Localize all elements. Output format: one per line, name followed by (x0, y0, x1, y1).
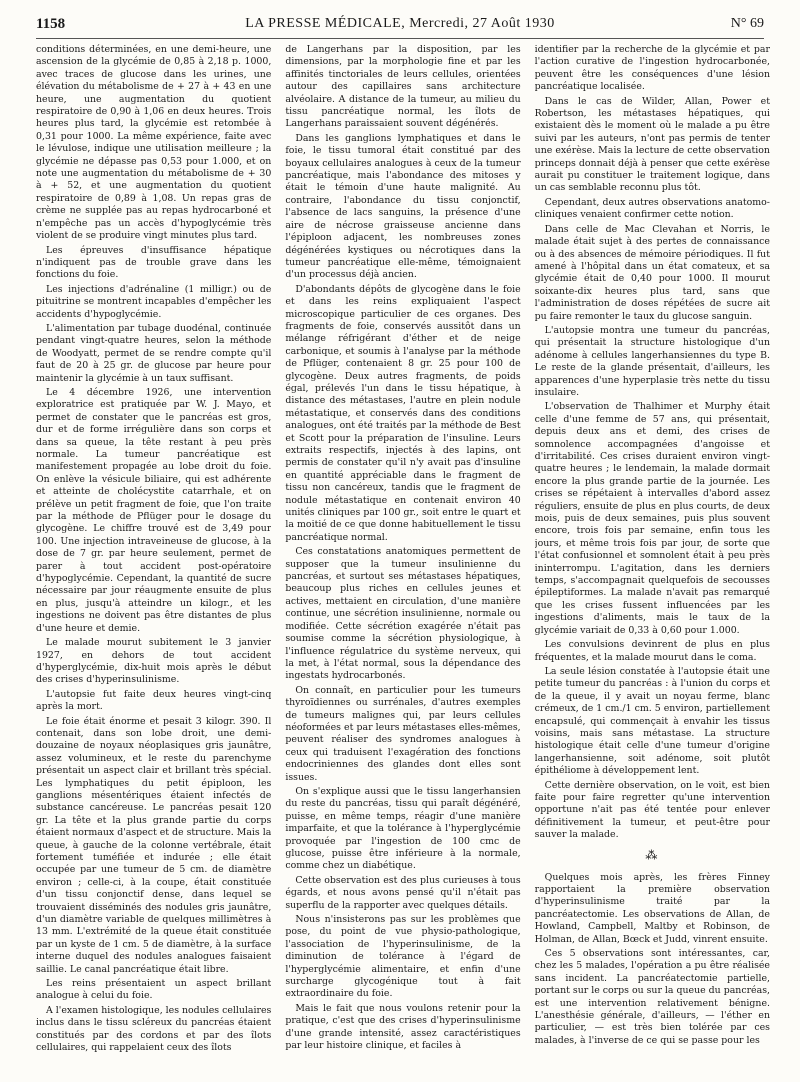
paragraph: Ces 5 observations sont intéressantes, car, chez les 5 malades, l'opération a pu être réalisée sans incident. La pancréatectomie partielle, portant sur le corps ou sur la queue du pancréas, est une intervention relativement bénigne. L'anesthésie générale, d'ailleurs, — l'éther en particulier, — est très bien tolérée par ces malades, à l'inverse de ce qui se passe pour les (534, 948, 770, 1046)
column-2 (285, 44, 520, 1066)
paragraph: Le 4 décembre 1926, une intervention exploratrice est pratiquée par W. J. Mayo, et permet de constater que le pancréas est gros, dur et de forme irrégulière dans son corps et dans sa queue, la tête restant à peu près normale. La tumeur pancréatique est manifestement propagée au lobe droit du foie. On enlève la vésicule biliaire, qui est adhérente et atteinte de cholécystite catarrhale, et on prélève un petit fragment de foie, que l'on traite par la méthode de Pflüger pour le dosage du glycogène. Le chiffre trouvé est de 3,49 pour 100. Une injection intraveineuse de glucose, à la dose de 7 gr. par heure seulement, permet de parer à tout accident post-opératoire d'hypoglycémie. Cependant, la quantité de sucre nécessaire par jour réaugmente ensuite de plus en plus, jusqu'à atteindre un kilogr., et les ingestions ne doivent pas être distantes de plus d'une heure et demie. (36, 386, 272, 634)
paragraph: Les convulsions devinrent de plus en plus fréquentes, et la malade mourut dans le coma. (534, 639, 770, 663)
paragraph: Cette observation est des plus curieuses à tous égards, et nous avons pensé qu'il n'était pas superflu de la rapporter avec quelques détails. (285, 874, 521, 911)
paragraph: Dans le cas de Wilder, Allan, Power et Robertson, les métastases hépatiques, qui existaient dès le moment où le malade a pu être suivi par les auteurs, n'ont pas permis de tenter une exérèse. Mais la lecture de cette observation princeps donnait déjà à penser que cette exérèse aurait pu constituer le traitement logique, dans un cas semblable reconnu plus tôt. (534, 95, 770, 194)
paragraph: Cependant, deux autres observations anatomo-cliniques venaient confirmer cette notion. (534, 196, 770, 221)
paragraph: conditions déterminées, en une demi-heure, une ascension de la glycémie de 0,85 à 2,18 p. 1000, avec traces de glucose dans les urines, une élévation du métabolisme de + 27 à + 43 en une heure, une augmentation du quotient respiratoire de 0,90 à 1,06 en deux heures. Trois heures plus tard, la glycémie est retombée à 0,31 pour 1000. La même expérience, faite avec le lévulose, indique une utilisation meilleure ; la glycémie ne dépasse pas 0,53 pour 1.000, et on note une augmentation du métabolisme de + 30 à + 52, et une augmentation du quotient respiratoire de 0,89 à 1,08. Un repas gras de crème ne supplée pas au repas hydrocarboné et n'empêche pas un accès d'hypoglycémie très violent de se produire vingt minutes plus tard. (36, 44, 272, 242)
paragraph: Ces constatations anatomiques permettent de supposer que la tumeur insulinienne du pancréas, et surtout ses métastases hépatiques, beaucoup plus riches en cellules jeunes et actives, mettaient en circulation, d'une manière continue, une sécrétion insulinienne, normale ou modifiée. Cette sécrétion exagérée n'était pas soumise comme la sécrétion physiologique, à l'influence régulatrice du système nerveux, qui la met, à l'état normal, sous la dépendance des ingestats hydrocarbonés. (285, 546, 521, 682)
paragraph: Les reins présentaient un aspect brillant analogue à celui du foie. (36, 978, 272, 1002)
paragraph: Le malade mourut subitement le 3 janvier 1927, en dehors de tout accident d'hyperglycémie, dix-huit mois après le début des crises d'hyperinsulinisme. (36, 637, 272, 686)
issue-number: N° 69 (730, 16, 764, 31)
paragraph: On s'explique aussi que le tissu langerhansien du reste du pancréas, tissu qui paraît dégénéré, puisse, en même temps, réagir d'une manière imparfaite, et que la tolérance à l'hyperglycémie provoquée par l'ingestion de 100 cmc de glucose, puisse être inférieure à la normale, comme chez un diabétique. (285, 785, 521, 872)
journal-title: LA PRESSE MÉDICALE, Mercredi, 27 Août 1930 (245, 16, 555, 31)
paragraph: Dans celle de Mac Clevahan et Norris, le malade était sujet à des pertes de connaissance ou à des absences de mémoire périodiques. Il fut amené à l'hôpital dans un état comateux, et sa glycémie était de 0,40 pour 1000. Il mourut soixante-dix heures plus tard, sans que l'administration de doses répétées de sucre ait pu faire remonter le taux du glucose sanguin. (534, 223, 770, 322)
paragraph: Quelques mois après, les frères Finney rapportaient la première observation d'hyperinsulinisme traité par la pancréatectomie. Les observations de Allan, de Howland, Campbell, Maltby et Robinson, de Holman, de Allan, Bœck et Judd, vinrent ensuite. (534, 871, 770, 945)
paragraph: L'alimentation par tubage duodénal, continuée pendant vingt-quatre heures, selon la méthode de Woodyatt, permet de se rendre compte qu'il faut de 20 à 25 gr. de glucose par heure pour maintenir la glycémie à un taux suffisant. (36, 322, 272, 384)
paragraph: Les injections d'adrénaline (1 milligr.) ou de pituitrine se montrent incapables d'empêcher les accidents d'hypoglycémie. (36, 283, 272, 320)
section-separator-asterism: ⁂ (645, 847, 660, 862)
paragraph: Dans les ganglions lymphatiques et dans le foie, le tissu tumoral était constitué par des boyaux cellulaires analogues à ceux de la tumeur pancréatique, mais l'abondance des mitoses y était le témoin d'une haute malignité. Au contraire, l'abondance du tissu conjonctif, l'absence de lacs sanguins, la présence d'une aire de nécrose graisseuse ancienne dans l'épiploon adjacent, les nombreuses zones dégénérées kystiques ou nécrotiques dans la tumeur pancréatique elle-même, témoignaient d'un processus déjà ancien. (285, 132, 521, 281)
paragraph: Le foie était énorme et pesait 3 kilogr. 390. Il contenait, dans son lobe droit, une demi-douzaine de noyaux néoplasiques gris jaunâtre, assez volumineux, et le reste du parenchyme présentait un aspect clair et brillant très spécial. Les lymphatiques du petit épiploon, les ganglions mésentériques étaient infectés de substance cancéreuse. Le pancréas pesait 120 gr. La tête et la plus grande partie du corps étaient normaux d'aspect et de structure. Mais la queue, à gauche de la colonne vertébrale, était fortement tuméfiée et indurée ; elle était occupée par une tumeur de 5 cm. de diamètre environ ; celle-ci, à la coupe, était constituée d'un tissu conjonctif dense, dans lequel se trouvaient disséminés des nodules gris jaunâtre, d'un diamètre variable de quelques millimètres à 13 mm. L'extrémité de la queue était constituée par un kyste de 1 cm. 5 de diamètre, à la surface interne duquel des nodules analogues faisaient saillie. Le canal pancréatique était libre. (36, 715, 272, 975)
column-3 (535, 44, 770, 1066)
paragraph: de Langerhans par la disposition, par les dimensions, par la morphologie fine et par les affinités tinctoriales de leurs cellules, orientées autour des capillaires sans architecture alvéolaire. A distance de la tumeur, au milieu du tissu pancréatique normal, les îlots de Langerhans paraissaient souvent dégénérés. (285, 44, 521, 130)
paragraph: La seule lésion constatée à l'autopsie était une petite tumeur du pancréas : à l'union du corps et de la queue, il y avait un noyau ferme, blanc crémeux, de 1 cm./1 cm. 5 environ, partiellement encapsulé, qui commençait à envahir les tissus voisins, mais sans métastase. La structure histologique était celle d'une tumeur d'origine langerhansienne, soit adénome, soit plutôt épithéliome à développement lent. (534, 665, 770, 777)
paragraph: On connaît, en particulier pour les tumeurs thyroïdiennes ou surrénales, d'autres exemples de tumeurs malignes qui, par leurs cellules néoformées et par leurs métastases elles-mêmes, peuvent réaliser des syndromes analogues à ceux qui traduisent l'exagération des fonctions endocriniennes des glandes dont elles sont issues. (285, 684, 521, 783)
paragraph: Nous n'insisterons pas sur les problèmes que pose, du point de vue physio-pathologique, l'association de l'hyperinsulinisme, de la diminution de tolérance à l'égard de l'hyperglycémie alimentaire, et enfin d'une surcharge glycogénique tout à fait extraordinaire du foie. (285, 914, 521, 1000)
column-1 (36, 44, 271, 1066)
running-header (36, 14, 764, 39)
paragraph: Cette dernière observation, on le voit, est bien faite pour faire regretter qu'une intervention opportune n'ait pas été tentée pour enlever définitivement la tumeur, et peut-être pour sauver la malade. (534, 779, 770, 841)
paragraph: Mais le fait que nous voulons retenir pour la pratique, c'est que des crises d'hyperinsulinisme d'une grande intensité, assez caractéristiques par leur histoire clinique, et faciles à (285, 1002, 521, 1052)
paragraph: Les épreuves d'insuffisance hépatique n'indiquent pas de trouble grave dans les fonctions du foie. (36, 244, 272, 281)
paragraph: L'observation de Thalhimer et Murphy était celle d'une femme de 57 ans, qui présentait, depuis deux ans et demi, des crises de somnolence accompagnées d'angoisse et d'irritabilité. Ces crises duraient environ vingt-quatre heures ; le lendemain, la malade dormait encore la plus grande partie de la journée. Les crises se répétaient à intervalles d'abord assez réguliers, ensuite de plus en plus courts, de deux mois, puis de deux semaines, puis plus souvent encore, trois fois par semaine, enfin tous les jours, et même trois fois par jour, de sorte que l'état confusionnel et somnolent était à peu près ininterrompu. L'agitation, dans les derniers temps, s'accompagnait quelquefois de secousses épileptiformes. La malade n'avait pas remarqué que les crises fussent influencées par les ingestions d'aliments, mais le taux de la glycémie variait de 0,33 à 0,60 pour 1.000. (534, 401, 770, 636)
text-columns (36, 44, 770, 1066)
page-number: 1158 (36, 16, 66, 32)
paragraph: A l'examen histologique, les nodules cellulaires inclus dans le tissu scléreux du pancréas étaient constitués par des cordons et par des îlots cellulaires, qui rappelaient ceux des îlots (36, 1004, 272, 1054)
paragraph: L'autopsie montra une tumeur du pancréas, qui présentait la structure histologique d'un adénome à cellules langerhansiennes du type B. Le reste de la glande présentait, d'ailleurs, les apparences d'une hyperplasie très nette du tissu insulaire. (534, 324, 770, 398)
paragraph: identifier par la recherche de la glycémie et par l'action curative de l'ingestion hydrocarbonée, peuvent être les conséquences d'une lésion pancréatique localisée. (534, 44, 770, 93)
paragraph: D'abondants dépôts de glycogène dans le foie et dans les reins expliquaient l'aspect microscopique particulier de ces organes. Des fragments de foie, conservés aussitôt dans un mélange réfrigérant d'éther et de neige carbonique, et soumis à l'analyse par la méthode de Pflüger, contenaient 8 gr. 25 pour 100 de glycogène. Deux autres fragments, de poids égal, prélevés l'un dans le tissu hépatique, à distance des métastases, l'autre en plein nodule métastatique, et conservés dans des conditions analogues, ont été traités par la méthode de Best et Scott pour la préparation de l'insuline. Leurs extraits respectifs, injectés à des lapins, ont permis de constater qu'il n'y avait pas d'insuline en quantité appréciable dans le fragment de tissu non cancéreux, tandis que le fragment de nodule métastatique en contenait environ 40 unités cliniques par 100 gr., soit entre le quart et la moitié de ce que donne habituellement le tissu pancréatique normal. (285, 283, 521, 543)
paragraph: L'autopsie fut faite deux heures vingt-cinq après la mort. (36, 688, 272, 713)
